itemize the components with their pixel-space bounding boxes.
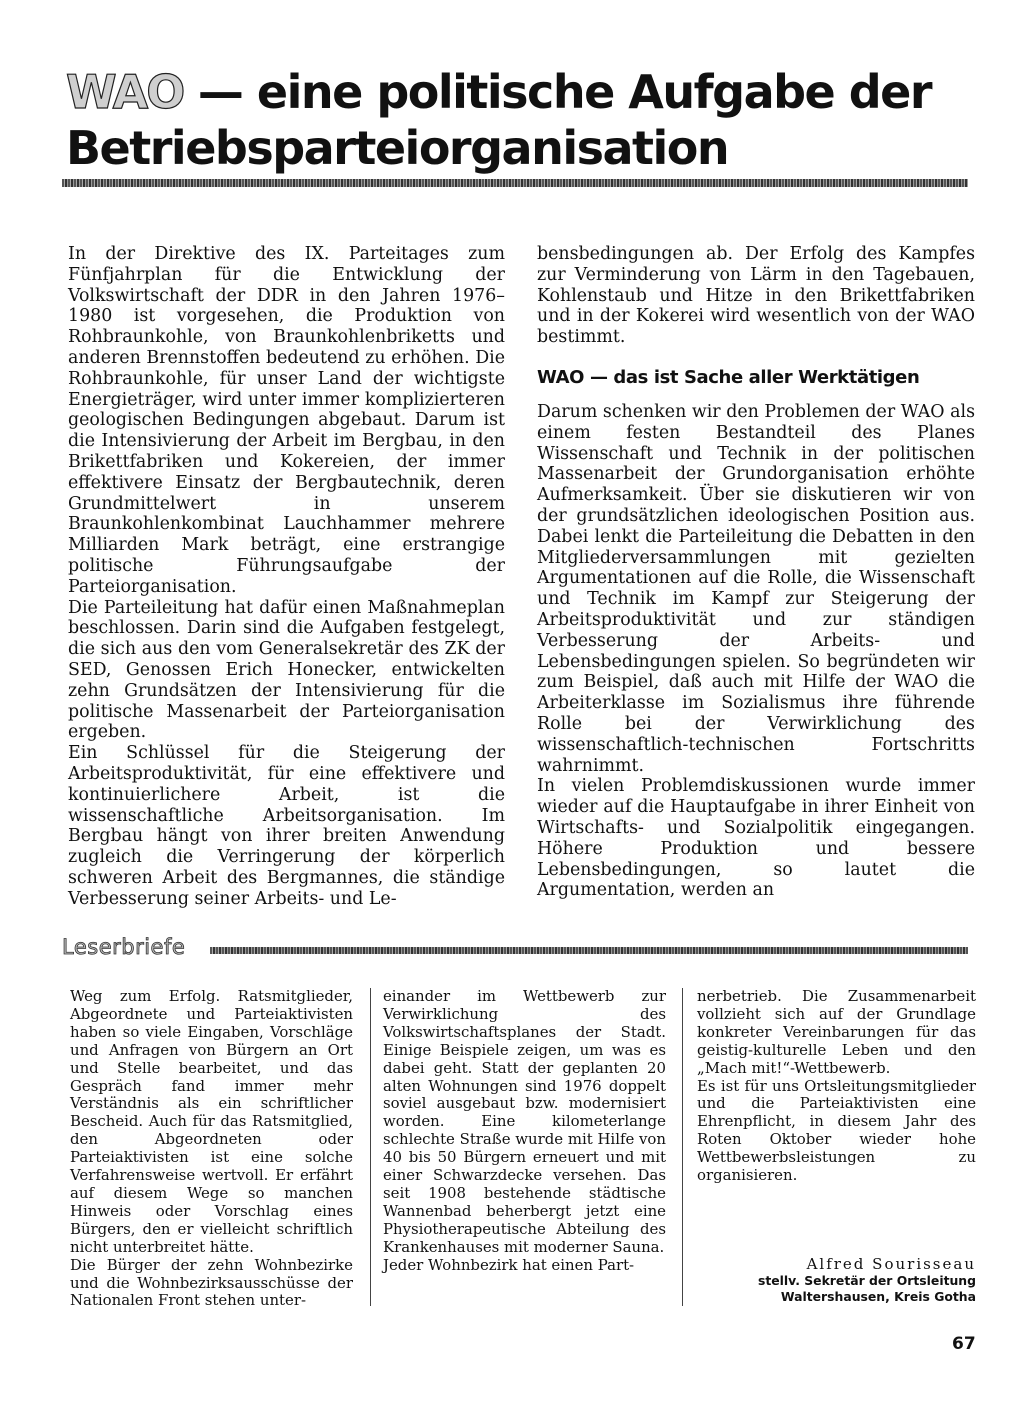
letters-column-3 [697,988,976,1185]
letters-column-2 [383,988,666,1275]
page-number: 67 [952,1334,976,1354]
letter-paragraph: einander im Wettbewerb zur Verwirklichung des Volkswirtschaftsplanes der Stadt. Einige Beispiele zeigen, um was es dabei geht. Statt der geplanten 20 alten Wohnungen sind 1976 doppelt soviel ausgebaut bzw. modernisiert worden. Eine kilometerlange schlechte Straße wurde mit Hilfe von 40 bis 50 Bürgern erneuert und mit einer Schwarzdecke versehen. Das seit 1908 bestehende städtische Wannenbad beherbergt jetzt eine Physiotherapeutische Abteilung des Krankenhauses mit moderner Sauna. [383,987,666,1256]
letter-paragraph: Es ist für uns Ortsleitungsmitglieder und die Parteiaktivisten eine Ehrenpflicht, in diesem Jahr des Roten Oktober wieder hohe Wettbewerbsleistungen zu organisieren. [697,1076,976,1185]
article-paragraph: In der Direktive des IX. Parteitages zum Fünfjahrplan für die Entwicklung der Volkswirtschaft der DDR in den Jahren 1976–1980 ist vorgesehen, die Produktion von Rohbraunkohle, von Braunkohlenbriketts und anderen Brennstoffen bedeutend zu erhöhen. Die Rohbraunkohle, für unser Land der wichtigste Energieträger, wird unter immer komplizierteren geologischen Bedingungen abgebaut. Darum ist die Intensivierung der Arbeit im Bergbau, in den Brikettfabriken und Kokereien, der immer effektivere Einsatz der Bergbautechnik, deren Grundmittelwert in unserem Braunkohlenkombinat Lauchhammer mehrere Milliarden Mark beträgt, eine erstrangige politische Führungsaufgabe der Parteiorganisation. [68,244,505,597]
letters-heading: Leserbriefe [62,935,186,959]
column-divider [370,988,371,1306]
title-text: — eine politische Aufgabe der Betriebsparteiorganisation [66,65,932,175]
letter-paragraph: Die Bürger der zehn Wohnbezirke und die Wohnbezirksausschüsse der Nationalen Front stehen unter- [70,1255,353,1310]
article-column-left [68,244,505,910]
article-paragraph: Darum schenken wir den Problemen der WAO als einem festen Bestandteil des Planes Wissenschaft und Technik in der politischen Massenarbeit der Grundorganisation erhöhte Aufmerksamkeit. Über sie diskutieren wir von der grundsätzlichen ideologischen Position aus. Dabei lenkt die Parteileitung die Debatten in den Mitgliederversammlungen mit gezielten Argumentationen auf die Rolle, die Wissenschaft und Technik im Kampf zur Steigerung der Arbeitsproduktivität und zur ständigen Verbesserung der Arbeits- und Lebensbedingungen spielen. So begründeten wir zum Beispiel, daß auch mit Hilfe der WAO die Arbeiterklasse im Sozialismus ihre führende Rolle bei der Verwirklichung des wissenschaftlich-technischen Fortschritts wahrnimmt. [537,401,975,776]
letters-rule [210,947,968,954]
article-paragraph: Die Parteileitung hat dafür einen Maßnahmeplan beschlossen. Darin sind die Aufgaben festgelegt, die sich aus den vom Generalsekretär des ZK der SED, Genossen Erich Honecker, entwickelten zehn Grundsätzen der Intensivierung für die politische Massenarbeit der Parteiorganisation ergeben. [68,597,505,743]
article-paragraph: In vielen Problemdiskussionen wurde immer wieder auf die Hauptaufgabe in ihrer Einheit von Wirtschafts- und Sozialpolitik eingegangen. Höhere Produktion und bessere Lebensbedingungen, so lautet die Argumentation, werden an [537,776,975,901]
letter-paragraph: Weg zum Erfolg. Ratsmitglieder, Abgeordnete und Parteiaktivisten haben so viele Eingaben, Vorschläge und Anfragen von Bürgern an Ort und Stelle bearbeitet, und das Gespräch fand immer mehr Verständnis als ein schriftlicher Bescheid. Auch für das Ratsmitglied, den Abgeordneten oder Parteiaktivisten ist eine solche Verfahrensweise wertvoll. Er erfährt auf diesem Wege so manchen Hinweis oder Vorschlag eines Bürgers, den er vielleicht schriftlich nicht unterbreitet hätte. [70,987,353,1256]
title-rule [62,179,968,187]
signature-name: Alfred Sourisseau [806,1255,976,1273]
letter-paragraph: nerbetrieb. Die Zusammenarbeit vollzieht sich auf der Grundlage konkreter Vereinbarungen für das geistig-kulturelle Leben und den „Mach mit!“-Wettbewerb. [697,987,976,1077]
article-paragraph: bensbedingungen ab. Der Erfolg des Kampfes zur Verminderung von Lärm in den Tagebauen, Kohlenstaub und Hitze in den Brikettfabriken und in der Kokerei wird wesentlich von der WAO bestimmt. [537,244,975,348]
letter-paragraph: Jeder Wohnbezirk hat einen Part- [383,1255,635,1274]
letters-column-1 [70,988,353,1310]
title-wao-lettering: WAO [66,65,184,119]
article-title [66,64,996,176]
signature-role: stellv. Sekretär der Ortsleitung [757,1273,976,1288]
signature-place: Waltershausen, Kreis Gotha [780,1289,976,1304]
article-column-right [537,244,975,901]
article-subheading: WAO — das ist Sache aller Werktätigen [537,366,920,388]
letter-signature [676,1255,976,1305]
article-paragraph: Ein Schlüssel für die Steigerung der Arbeitsproduktivität, für eine effektivere und kontinuierlichere Arbeit, ist die wissenschaftliche Arbeitsorganisation. Im Bergbau hängt von ihrer breiten Anwendung zugleich die Verringerung der körperlich schweren Arbeit des Bergmannes, die ständige Verbesserung seiner Arbeits- und Le- [68,743,505,909]
